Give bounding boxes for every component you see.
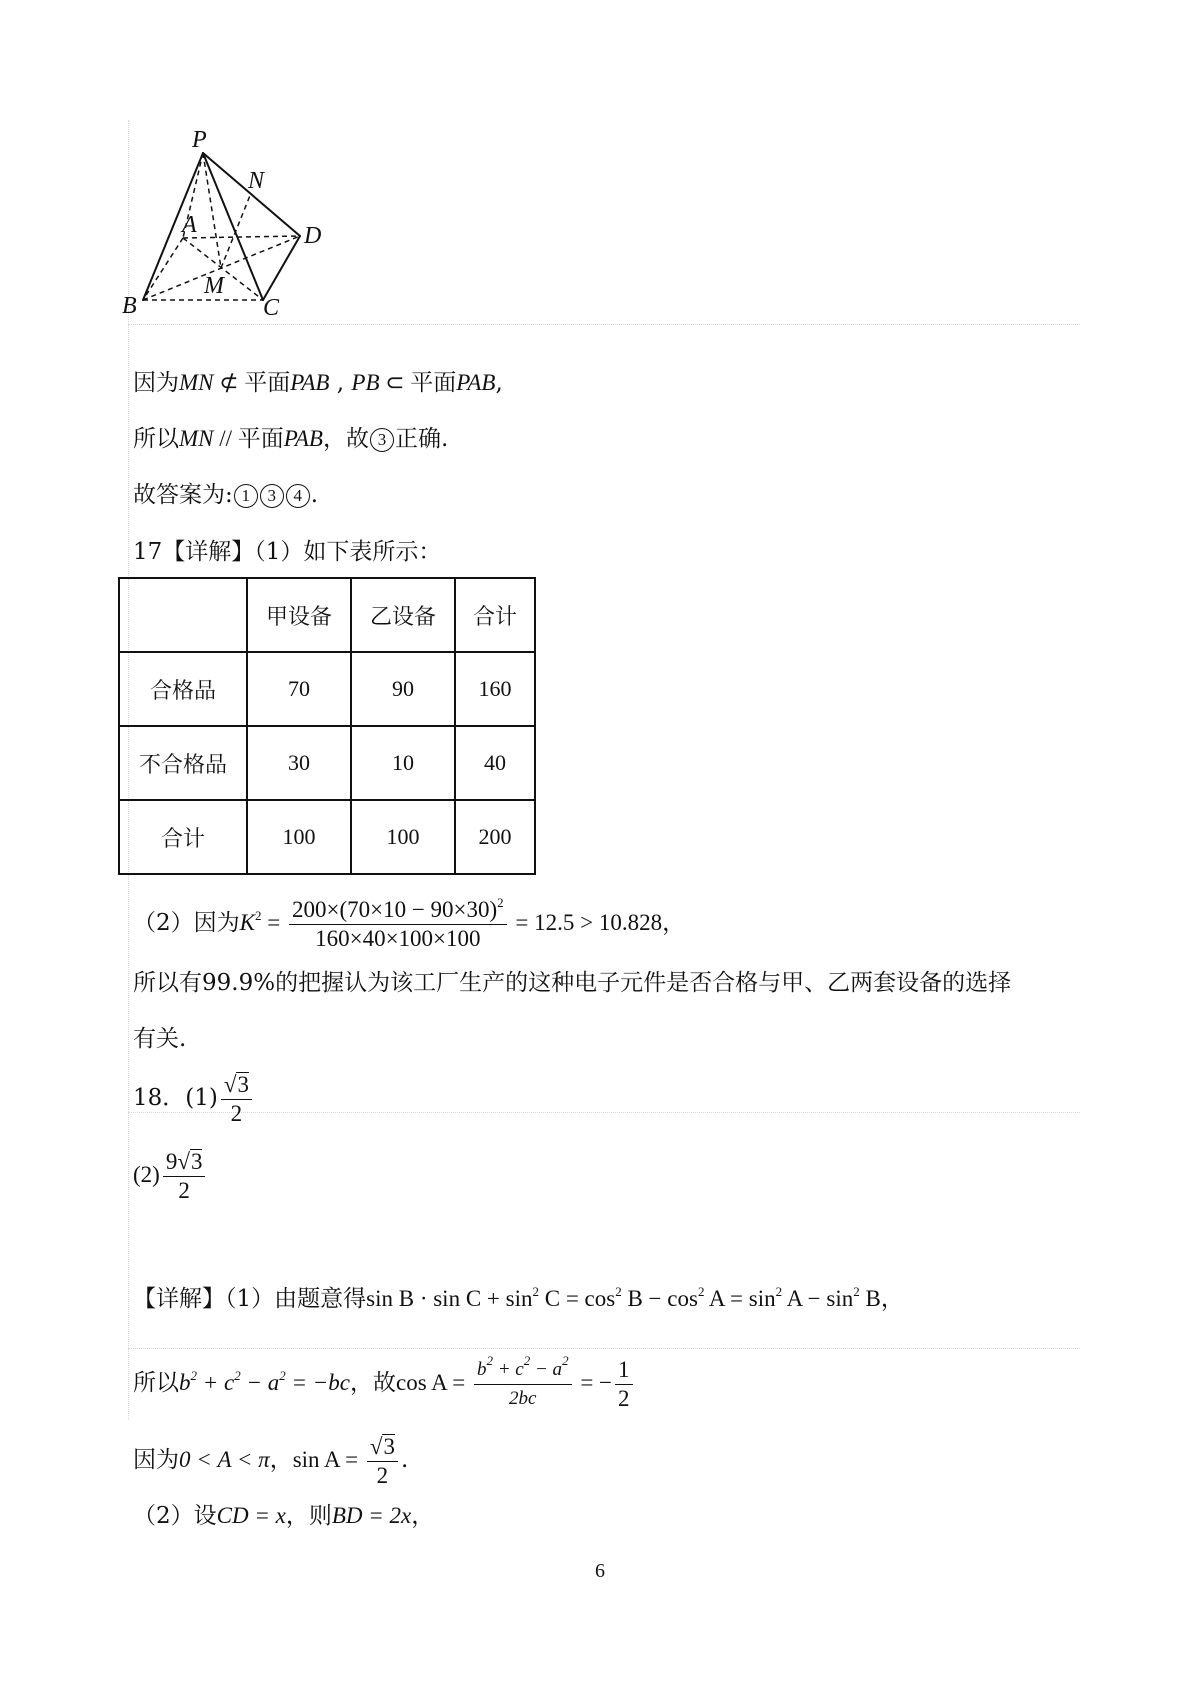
cosine-fraction	[474, 1352, 572, 1413]
math: A − sin	[782, 1286, 854, 1311]
table-cell: 30	[247, 726, 351, 800]
exponent: 2	[853, 1284, 860, 1299]
circled-number: 1	[234, 484, 258, 508]
table-cell: 160	[455, 652, 535, 726]
text: .	[310, 482, 319, 508]
coefficient: 9	[165, 1148, 178, 1174]
fraction-numerator: √3	[367, 1433, 398, 1462]
q16-answer	[133, 480, 318, 510]
exponent: 2	[486, 1352, 493, 1368]
math: C = cos	[538, 1286, 616, 1311]
exponent: 2	[234, 1368, 241, 1383]
text: ，	[880, 1286, 904, 1312]
math: − a	[240, 1370, 280, 1395]
page-number: 6	[595, 1560, 605, 1582]
radicand: 3	[383, 1433, 395, 1459]
edge-AB	[143, 238, 183, 300]
label-N: N	[248, 168, 265, 194]
math-PAB: PAB	[456, 370, 496, 395]
table-cell: 70	[247, 652, 351, 726]
math-MN: MN	[179, 426, 214, 451]
q18-answer-1	[133, 1068, 255, 1128]
q17-conclusion-1: 所以有99.9%的把握认为该工厂生产的这种电子元件是否合格与甲、乙两套设备的选择	[133, 970, 1012, 996]
fraction-denominator: 2	[178, 1177, 190, 1203]
q16-line1	[133, 368, 503, 398]
fraction-numerator: 9√3	[163, 1148, 206, 1177]
label-C: C	[263, 295, 280, 321]
text: ，故	[322, 426, 369, 452]
table-cell: 不合格品	[119, 726, 247, 800]
table-cell: 100	[247, 800, 351, 874]
text: 故答案为:	[133, 482, 233, 508]
math: sin B · sin C + sin	[366, 1286, 533, 1311]
math-PAB: PAB	[290, 370, 330, 395]
q17-chi-square-line	[133, 893, 685, 953]
edge-PD	[203, 153, 300, 236]
contingency-table	[118, 577, 536, 875]
not-subset-symbol: ⊄	[213, 370, 245, 395]
exponent: 2	[562, 1352, 569, 1368]
math: BD = 2x	[331, 1503, 412, 1528]
exponent: 2	[532, 1284, 539, 1299]
text: 平面	[244, 370, 291, 396]
fraction-denominator: 160×40×100×100	[315, 925, 481, 951]
text: 【详解】（1）由题意得	[133, 1286, 367, 1312]
q18-detail-2	[133, 1353, 636, 1413]
math: = −	[574, 1370, 613, 1395]
text: 平面	[237, 426, 284, 452]
text: （2）因为	[133, 910, 240, 936]
fraction-denominator: 2bc	[509, 1387, 537, 1409]
pyramid-diagram	[120, 125, 350, 325]
exponent: 2	[497, 894, 504, 910]
line-PM	[203, 153, 221, 268]
math: A = sin	[704, 1286, 776, 1311]
table-row	[119, 652, 535, 726]
fraction-denominator: 2	[230, 1100, 243, 1126]
circled-number: 3	[260, 484, 284, 508]
line-MN	[221, 193, 251, 268]
text: 因为	[133, 1447, 179, 1473]
subset-symbol: ⊂	[379, 370, 411, 395]
math: cos A =	[396, 1370, 471, 1395]
separator	[128, 1112, 1080, 1113]
text: ，则	[285, 1503, 332, 1529]
table-cell: 合格品	[119, 652, 247, 726]
label-D: D	[304, 223, 322, 249]
text: ，故	[350, 1370, 397, 1396]
exponent: 2	[279, 1368, 286, 1383]
cosine-law-expression	[179, 1370, 350, 1395]
q18-detail-4	[133, 1501, 434, 1531]
text: ，	[662, 910, 686, 936]
math: 0 < A < π	[179, 1447, 270, 1472]
answer-fraction	[221, 1071, 252, 1128]
q18-detail-3	[133, 1430, 408, 1490]
answer-fraction	[163, 1148, 206, 1205]
radicand: 3	[190, 1148, 203, 1174]
label-B: B	[122, 293, 137, 319]
half-fraction	[615, 1356, 633, 1413]
table-header-cell: 乙设备	[351, 578, 455, 652]
text: .	[400, 1447, 409, 1473]
text: ,	[495, 370, 503, 396]
table-header-row	[119, 578, 535, 652]
table-cell: 100	[351, 800, 455, 874]
fraction-numerator	[474, 1352, 572, 1385]
radicand: 3	[237, 1071, 249, 1097]
text: ,	[329, 370, 352, 396]
circled-number: 3	[370, 428, 394, 452]
circled-number: 4	[286, 484, 310, 508]
table-cell: 90	[351, 652, 455, 726]
q18-answer-2	[133, 1145, 208, 1205]
edge-AD	[183, 236, 300, 238]
equals: =	[261, 910, 286, 935]
math: − a	[530, 1358, 563, 1380]
text: 所以	[133, 1370, 179, 1396]
table-cell: 合计	[119, 800, 247, 874]
result: = 12.5 > 10.828	[509, 910, 663, 935]
table-header-cell: 甲设备	[247, 578, 351, 652]
table-header-cell	[119, 578, 247, 652]
sine-fraction	[367, 1433, 398, 1490]
exponent: 2	[523, 1352, 531, 1368]
text: ，	[411, 1503, 435, 1529]
math: B − cos	[621, 1286, 698, 1311]
fraction-numerator: 1	[615, 1356, 633, 1385]
exponent: 2	[697, 1284, 705, 1299]
math: = −bc	[285, 1370, 351, 1395]
table-row	[119, 800, 535, 874]
label-M: M	[204, 273, 224, 299]
text: 平面	[410, 370, 457, 396]
q17-conclusion-2: 有关.	[133, 1026, 187, 1052]
math: B	[859, 1286, 881, 1311]
separator	[128, 1348, 1080, 1349]
math: sin A =	[292, 1447, 364, 1472]
q16-line2	[133, 424, 448, 454]
math-MN: MN	[179, 370, 214, 395]
label-A: A	[182, 212, 197, 238]
math: + c	[492, 1358, 524, 1380]
math: + c	[197, 1370, 235, 1395]
exponent: 2	[615, 1284, 622, 1299]
q17-heading: 17【详解】（1）如下表所示：	[133, 539, 442, 565]
math: b	[476, 1358, 487, 1380]
math: b	[179, 1370, 191, 1395]
table-row	[119, 726, 535, 800]
table-cell: 200	[455, 800, 535, 874]
table-header-cell: 合计	[455, 578, 535, 652]
exponent: 2	[190, 1368, 197, 1383]
table-cell: 10	[351, 726, 455, 800]
math: CD = x	[216, 1503, 286, 1528]
fraction-numerator	[289, 896, 507, 925]
text: ，	[269, 1447, 293, 1473]
q18-detail-1	[133, 1284, 904, 1314]
text: （2）设	[133, 1503, 217, 1529]
math-PAB: PAB	[283, 426, 323, 451]
text: 18．(1)	[133, 1085, 218, 1111]
numerator-text: 200×(70×10 − 90×30)	[291, 896, 498, 922]
table-cell: 40	[455, 726, 535, 800]
fraction-denominator: 2	[376, 1462, 389, 1488]
text: 正确.	[394, 426, 449, 452]
parallel-symbol: //	[213, 426, 238, 451]
text: 因为	[133, 370, 179, 396]
edge-DC	[263, 236, 300, 300]
trig-expression	[366, 1286, 881, 1311]
chi-square-fraction	[289, 896, 507, 953]
exponent: 2	[254, 908, 262, 923]
math-PB: PB	[351, 370, 380, 395]
label-P: P	[192, 127, 207, 153]
math-K: K	[239, 910, 255, 935]
text: (2)	[133, 1162, 160, 1187]
fraction-denominator: 2	[618, 1385, 630, 1411]
exponent: 2	[775, 1284, 783, 1299]
fraction-numerator: √3	[221, 1071, 252, 1100]
text: 所以	[133, 426, 179, 452]
